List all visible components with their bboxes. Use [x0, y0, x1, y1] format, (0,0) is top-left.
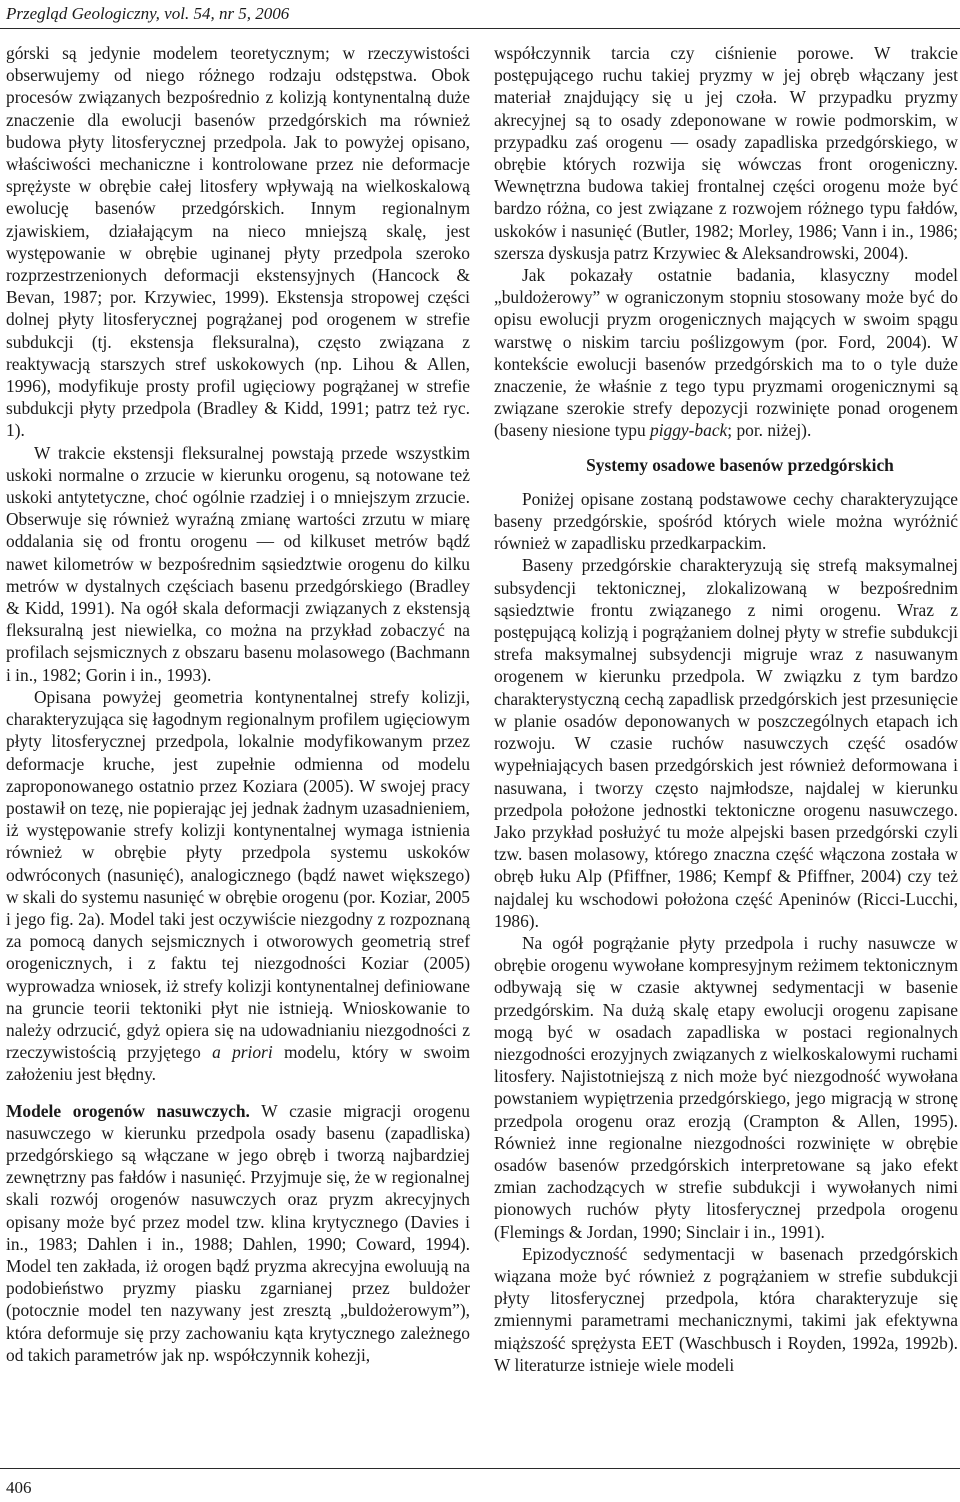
footer-rule: [0, 1468, 960, 1469]
paragraph: górski są jedynie modelem teoretycznym; w rzeczywistości obserwujemy od niego różnego rodzaju odstępstwa. Obok procesów związanych bezpośrednio z kolizją kontynentalną duże znaczenie dla ewolucji basenów przedgórskich ma również budowa płyty litosferycznej przedpola. Jak to powyżej opisano, właściwości mechaniczne i kontrolowane przez nie deformacje sprężyste w obrębie całej litosfery wpływają na wielkoskalową ewolucję basenów przedgórskich. Innym regionalnym zjawiskiem, działającym na nieco mniejszą skalę, jest występowanie w obrębie uginanej płyty przedpola szeroko rozprzestrzenionych deformacji ekstensyjnych (Hancock & Bevan, 1987; por. Krzywiec, 1999). Ekstensja stropowej części dolnej płyty litosferycznej pogrążanej pod orogenem w strefie subdukcji (tj. ekstensja fleksuralna), często związana z reaktywacją starszych stref uskokowych (np. Lihou & Allen, 1996), modyfikuje prosty profil ugięciowy pogrążanej w strefie subdukcji płyty przedpola (Bradley & Kidd, 1991; patrz też ryc. 1).: [6, 43, 470, 441]
right-column: [494, 42, 958, 1376]
paragraph: Epizodyczność sedymentacji w basenach przedgórskich wiązana może być również z pogrążaniem w strefie subdukcji płyty litosferycznej przedpola, która charakteryzuje się zmiennymi parametrami mechanicznymi, takimi jak efektywna miąższość sprężysta EET (Waschbusch i Royden, 1992a, 1992b). W literaturze istnieje wiele modeli: [494, 1243, 958, 1375]
paragraph: W trakcie ekstensji fleksuralnej powstają przede wszystkim uskoki normalne o zrzucie w kierunku orogenu, są notowane też uskoki antytetyczne, choć ogólnie rzadziej i o mniejszym zrzucie. Obserwuje się również wyraźną zmianę wartości zrzutu w miarę oddalania się od frontu orogenu — od kilkuset metrów bądź nawet kilometrów w bezpośrednim sąsiedztwie orogenu do kilku metrów w dystalnych częściach basenu przedgórskiego (Bradley & Kidd, 1991). Na ogół skala deformacji związanych z ekstensją fleksuralną jest niewielka, co można na przykład zobaczyć na profilach sejsmicznych z obszaru basenu molasowego (Bachmann i in., 1982; Gorin i in., 1993).: [6, 442, 470, 685]
header-rule: [0, 28, 960, 29]
subsection-runin-heading: Modele orogenów nasuwczych.: [6, 1100, 250, 1121]
paragraph: Poniżej opisane zostaną podstawowe cechy charakteryzujące baseny przedgórskie, spośród których wiele można wyróżnić również w zapadlisku przedkarpackim.: [494, 488, 958, 554]
paragraph: Baseny przedgórskie charakteryzują się strefą maksymalnej subsydencji tektonicznej, zlokalizowaną w bezpośrednim sąsiedztwie frontu związanego z nimi orogenu. Wraz z postępującą kolizją i pogrążaniem dolnej płyty w strefie subdukcji strefa maksymalnej subsydencji migruje wraz z nasuwanym orogenem w kierunku przedpola. W związku z tym bardzo charakterystyczną cechą zapadlisk przedgórskich jest przesunięcie w planie osadów deponowanych w poszczególnych etapach ich rozwoju. W czasie ruchów nasuwczych część osadów wypełniających basen przedgórskich jest również deformowana i nasuwana, i tworzy często najmłodsze, najdalej w kierunku przedpola położone jednostki tektoniczne orogenu nasuwczego. Jako przykład posłużyć tu może alpejski basen przedgórski czyli tzw. basen molasowy, którego znaczna część włączona została w obręb łuku Alp (Pfiffner, 1986; Kempf & Pfiffner, 2004) czy też najdalej ku wschodowi położona część Apeninów (Ricci-Lucchi, 1986).: [494, 555, 958, 931]
running-title: Przegląd Geologiczny, vol. 54, nr 5, 2006: [6, 4, 290, 23]
paragraph: współczynnik tarcia czy ciśnienie porowe. W trakcie postępującego ruchu takiej pryzmy w jej obręb włączany jest materiał znajdujący się u jej czoła. W przypadku pryzmy akrecyjnej są to osady zdeponowane w rowie podmorskim, w przypadku zaś orogenu — osady zapadliska przedgórskiego, w obrębie których rozwija się wówczas front orogeniczny. Wewnętrzna budowa takiej frontalnej części orogenu może być bardzo różna, co jest związane z rozwojem różnego typu fałdów, uskoków i nasunięć (Butler, 1982; Morley, 1986; Vann i in., 1986; szersza dyskusja patrz Krzywiec & Aleksandrowski, 2004).: [494, 43, 958, 263]
paragraph-text: W czasie migracji orogenu nasuwczego w kierunku przedpola osady basenu (zapadliska) przedgórskiego są włączane w jego obręb i tworzą najbardziej zewnętrzny pas fałdów i nasunięć. Przyjmuje się, że w regionalnej skali rozwój orogenów nasuwczych oraz pryzm akrecyjnych opisany może być przez model tzw. klina krytycznego (Davies i in., 1983; Dahlen i in., 1988; Dahlen, 1990; Coward, 1994). Model ten zakłada, iż orogen bądź pryzma akrecyjna ewoluują na podobieństwo pryzmy piasku zgarnianej przez buldożer (potocznie model ten nazywany jest zresztą „buldożerowym”), która deformuje się przy zachowaniu kąta krytycznego zależnego od takich parametrów jak np. współczynnik kohezji,: [6, 1100, 470, 1365]
section-heading: Systemy osadowe basenów przedgórskich: [586, 454, 894, 475]
paragraph-text: Opisana powyżej geometria kontynentalnej strefy kolizji, charakteryzująca się łagodnym regionalnym profilem ugięciowym płyty litosferycznej przedpola, lokalnie modyfikowanym przez deformacje kruche, jest zupełnie odmienna od modelu zaproponowanego ostatnio przez Koziara (2005). W swojej pracy postawił on tezę, nie popierając jej jednak żadnym uzasadnieniem, iż występowanie strefy kolizji kontynentalnej wymaga istnienia również w obrębie płyty przedpola systemu uskoków odwróconych (nasunięć), analogicznego (bądź nawet większego) w skali do systemu nasunięć w obrębie orogenu (por. Koziar, 2005 i jego fig. 2a). Model taki jest oczywiście niezgodny z rozpoznaną za pomocą danych sejsmicznych i otworowych geometrią stref orogenicznych, i z faktu tej niezgodności Koziar (2005) wyprowadza wniosek, iż strefy kolizji kontynentalnej definiowane na gruncie teorii tektoniki płyt nie istnieją. Wnioskowanie to należy odrzucić, gdyż opiera się na udowadnianiu niezgodności z rzeczywistością przyjętego: [6, 686, 470, 1063]
paragraph: Na ogół pogrążanie płyty przedpola i ruchy nasuwcze w obrębie orogenu wywołane kompresyjnym reżimem tektonicznym odbywają się w czasie aktywnej sedymentacji w basenie przedgórskim. Na dużą skalę etapy ewolucji orogenu zapisane mogą być w osadach zapadliska w postaci regionalnych niezgodności erozyjnych związanych z wielkoskalowymi ruchami litosfery. Najistotniejszą z nich może być niezgodność wywołana powstaniem wypiętrzenia przedgórskiego, jego migracją w stronę przedpola orogenu oraz erozją (Crampton & Allen, 1995). Również inne regionalne niezgodności rozwinięte w obrębie osadów basenów przedgórskich interpretowane są jako efekt zmian zachodzących w strefie subdukcji i wywołanych nimi pionowych ruchów płyty litosferycznej przedpola orogenu (Flemings & Jordan, 1990; Sinclair i in., 1991).: [494, 932, 958, 1242]
paragraph-text: ; por. niżej).: [727, 420, 812, 441]
paragraph: [6, 686, 470, 1086]
page-number: 406: [6, 1478, 32, 1497]
paragraph-text: Jak pokazały ostatnie badania, klasyczny model „buldożerowy” w ograniczonym stopniu stosowany może być do opisu ewolucji pryzm orogenicznych mających w swoim spągu warstwę o niskim tarciu poślizgowym (por. Ford, 2004). W kontekście ewolucji basenów przedgórskich ma to o tyle duże znaczenie, że właśnie z tego typu pryzmami orogenicznymi są związane szerokie strefy depozycji rozwinięte ponad orogenem (baseny niesione typu: [494, 265, 958, 441]
paragraph: [6, 1100, 470, 1366]
left-column: [6, 42, 470, 1366]
italic-term: piggy-back: [650, 420, 728, 441]
paragraph: [494, 264, 958, 442]
paragraph-text: modelu, który w swoim założeniu jest błędny.: [6, 1042, 471, 1085]
italic-term: a priori: [212, 1042, 273, 1063]
